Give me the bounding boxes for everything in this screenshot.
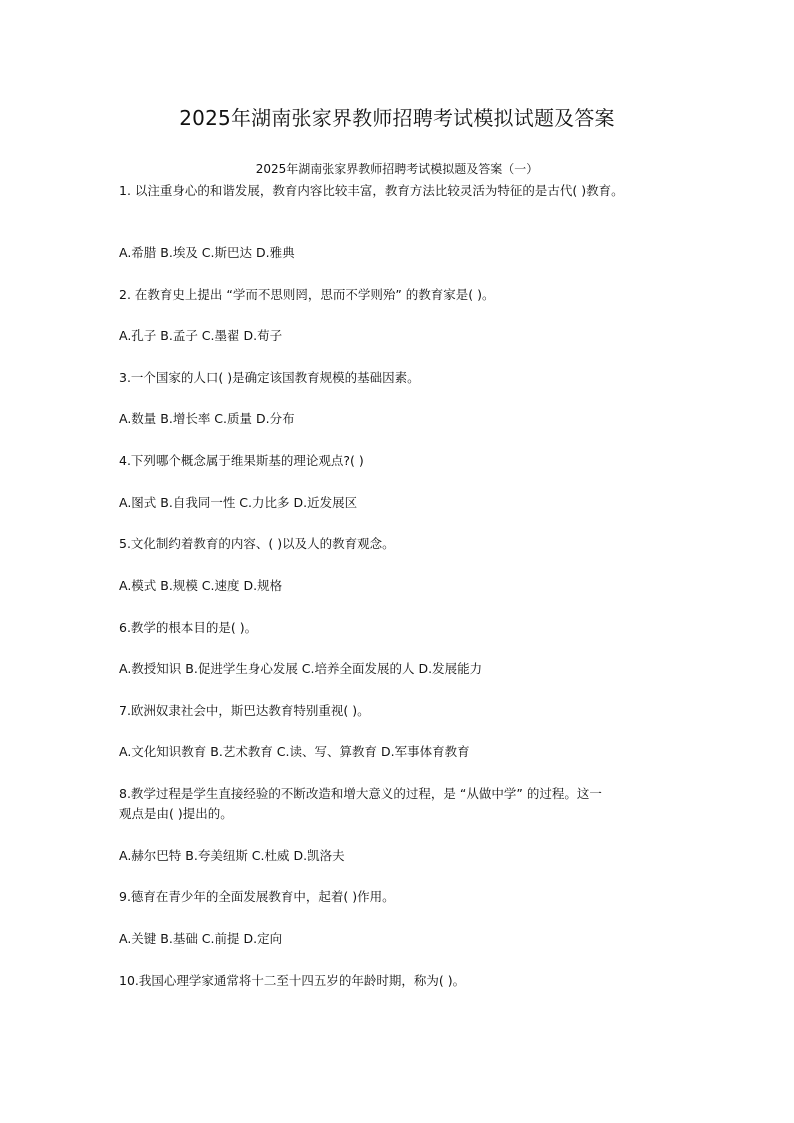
options-1: A.希腊 B.埃及 C.斯巴达 D.雅典	[119, 245, 295, 260]
question-4: 4.下列哪个概念属于维果斯基的理论观点?( )	[119, 453, 364, 468]
options-9: A.关键 B.基础 C.前提 D.定向	[119, 931, 283, 946]
question-5: 5.文化制约着教育的内容、( )以及人的教育观念。	[119, 536, 395, 551]
options-4: A.图式 B.自我同一性 C.力比多 D.近发展区	[119, 495, 358, 510]
question-3: 3.一个国家的人口( )是确定该国教育规模的基础因素。	[119, 370, 420, 385]
question-7: 7.欧洲奴隶社会中，斯巴达教育特别重视( )。	[119, 703, 370, 718]
document-subtitle: 2025年湖南张家界教师招聘考试模拟题及答案（一）	[255, 162, 539, 176]
options-8: A.赫尔巴特 B.夸美纽斯 C.杜威 D.凯洛夫	[119, 848, 345, 863]
options-2: A.孔子 B.孟子 C.墨翟 D.荀子	[119, 328, 283, 343]
options-6: A.教授知识 B.促进学生身心发展 C.培养全面发展的人 D.发展能力	[119, 661, 483, 676]
document-title: 2025年湖南张家界教师招聘考试模拟试题及答案	[179, 106, 615, 130]
question-10: 10.我国心理学家通常将十二至十四五岁的年龄时期，称为( )。	[119, 973, 466, 988]
question-8-line-2: 观点是由( )提出的。	[119, 806, 233, 821]
options-3: A.数量 B.增长率 C.质量 D.分布	[119, 411, 295, 426]
question-1: 1. 以注重身心的和谐发展，教育内容比较丰富，教育方法比较灵活为特征的是古代( )教育。	[119, 183, 624, 198]
question-8-line-1: 8.教学过程是学生直接经验的不断改造和增大意义的过程，是 “从做中学” 的过程。这一	[119, 786, 602, 801]
question-9: 9.德育在青少年的全面发展教育中，起着( )作用。	[119, 889, 395, 904]
options-5: A.模式 B.规模 C.速度 D.规格	[119, 578, 283, 593]
question-2: 2. 在教育史上提出 “学而不思则罔，思而不学则殆” 的教育家是( )。	[119, 287, 495, 302]
options-7: A.文化知识教育 B.艺术教育 C.读、写、算教育 D.军事体育教育	[119, 744, 470, 759]
question-6: 6.教学的根本目的是( )。	[119, 620, 258, 635]
